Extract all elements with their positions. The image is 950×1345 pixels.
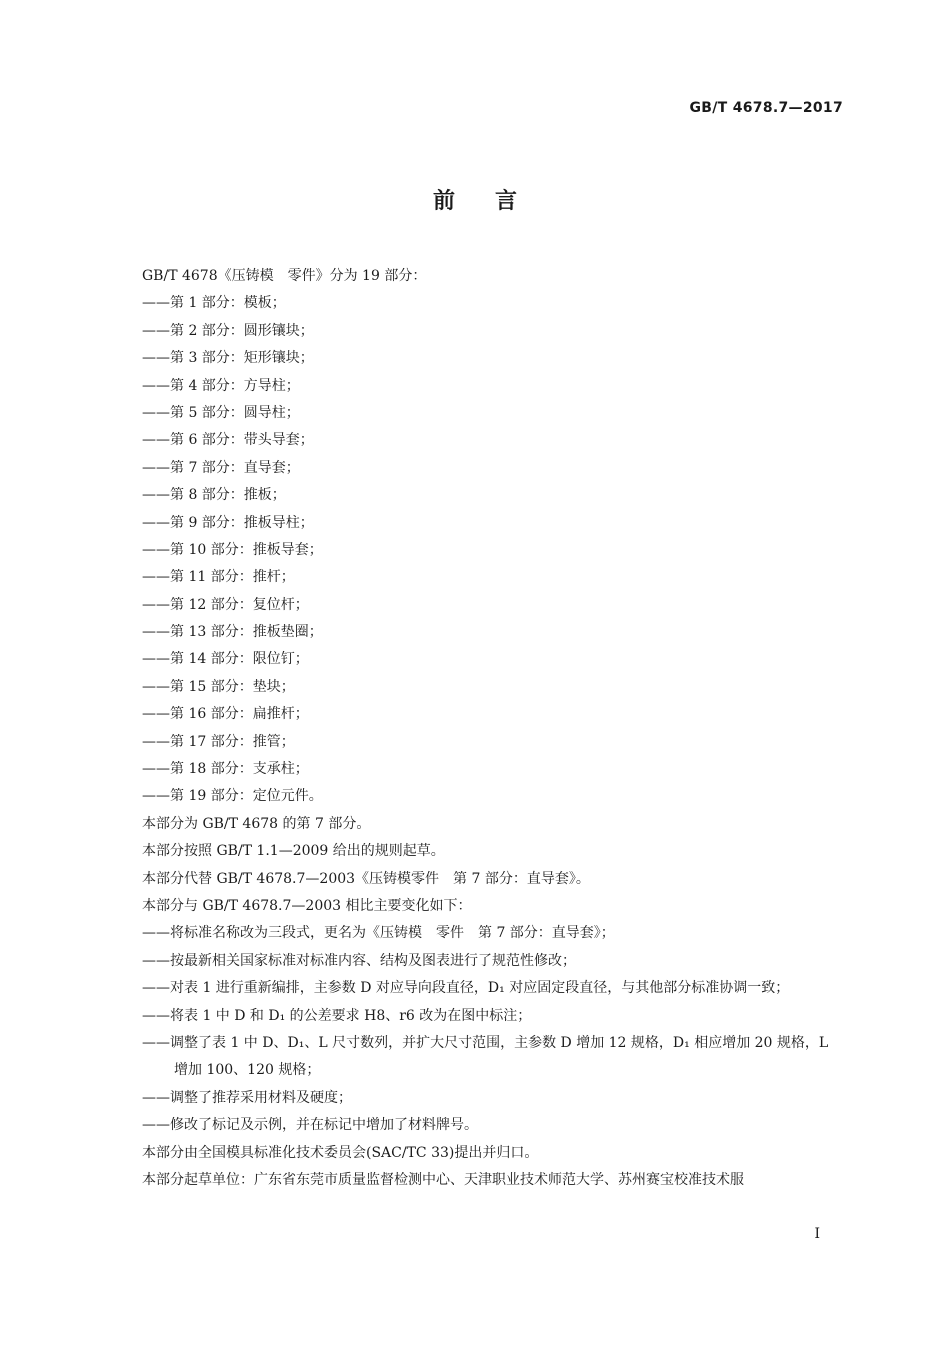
- page-title: 前言: [432, 189, 557, 214]
- list-item: ——将表 1 中 D 和 D₁ 的公差要求 H8、r6 改为在图中标注；: [142, 1007, 532, 1024]
- list-item: ——第 17 部分：推管；: [142, 733, 295, 750]
- list-item: ——第 6 部分：带头导套；: [142, 432, 314, 449]
- list-item: ——调整了推荐采用材料及硬度；: [142, 1089, 352, 1106]
- list-item: ——将标准名称改为三段式，更名为《压铸模 零件 第 7 部分：直导套》；: [142, 925, 615, 942]
- list-item: ——第 2 部分：圆形镶块；: [142, 322, 314, 339]
- list-item: ——第 9 部分：推板导柱；: [142, 514, 314, 531]
- list-item: ——第 8 部分：推板；: [142, 487, 286, 504]
- standard-number: GB/T 4678.7—2017: [689, 100, 843, 116]
- list-item: ——第 7 部分：直导套；: [142, 459, 300, 476]
- closing-paragraph: 本部分起草单位：广东省东莞市质量监督检测中心、天津职业技术师范大学、苏州赛宝校准技术服: [142, 1171, 744, 1188]
- list-item: ——第 4 部分：方导柱；: [142, 377, 300, 394]
- document-body: [142, 263, 844, 1194]
- list-item: ——第 10 部分：推板导套；: [142, 541, 323, 558]
- list-item: ——第 5 部分：圆导柱；: [142, 404, 300, 421]
- page-number: I: [814, 1226, 820, 1242]
- list-item: ——按最新相关国家标准对标准内容、结构及图表进行了规范性修改；: [142, 952, 576, 969]
- statement-paragraph: 本部分与 GB/T 4678.7—2003 相比主要变化如下：: [142, 897, 472, 914]
- list-item: ——第 13 部分：推板垫圈；: [142, 624, 323, 641]
- list-item: ——第 11 部分：推杆；: [142, 569, 295, 586]
- list-item: ——对表 1 进行重新编排，主参数 D 对应导向段直径，D₁ 对应固定段直径，与其他部分标准协调一致；: [142, 980, 790, 997]
- list-item: ——第 15 部分：垫块；: [142, 678, 295, 695]
- list-item: ——第 18 部分：支承柱；: [142, 761, 309, 778]
- list-item: ——第 3 部分：矩形镶块；: [142, 350, 314, 367]
- intro-paragraph: GB/T 4678《压铸模 零件》分为 19 部分：: [142, 268, 427, 284]
- list-item: ——第 14 部分：限位钉；: [142, 651, 309, 668]
- list-item: ——第 1 部分：模板；: [142, 295, 286, 312]
- statement-paragraph: 本部分代替 GB/T 4678.7—2003《压铸模零件 第 7 部分：直导套》。: [142, 870, 590, 887]
- list-item: ——修改了标记及示例，并在标记中增加了材料牌号。: [142, 1117, 478, 1134]
- list-item: ——第 12 部分：复位杆；: [142, 596, 309, 613]
- list-item: ——第 16 部分：扁推杆；: [142, 706, 309, 723]
- changes-list: [142, 920, 844, 1139]
- statement-paragraph: 本部分为 GB/T 4678 的第 7 部分。: [142, 815, 371, 832]
- list-item: ——第 19 部分：定位元件。: [142, 788, 323, 805]
- parts-list: [142, 290, 844, 810]
- list-item: ——调整了表 1 中 D、D₁、L 尺寸数列，并扩大尺寸范围，主参数 D 增加 12 规格，D₁ 相应增加 20 规格，L 增加 100、120 规格；: [142, 1034, 829, 1079]
- closing-paragraph: 本部分由全国模具标准化技术委员会(SAC/TC 33)提出并归口。: [142, 1144, 539, 1161]
- statement-paragraph: 本部分按照 GB/T 1.1—2009 给出的规则起草。: [142, 843, 445, 860]
